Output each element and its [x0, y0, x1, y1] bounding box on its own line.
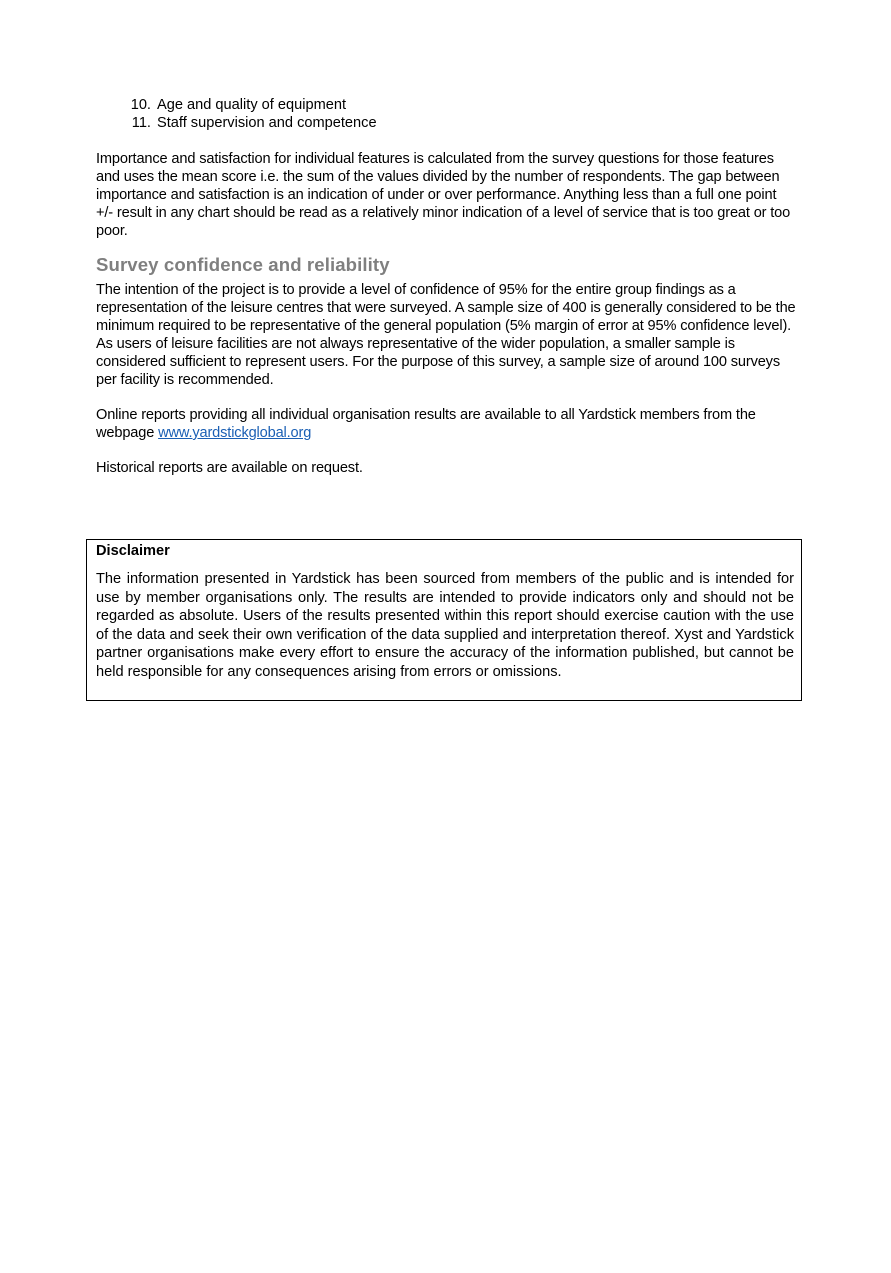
list-item [96, 96, 796, 114]
disclaimer-body: The information presented in Yardstick has been sourced from members of the public and is intended for use by member organisations only. The results are intended to provide indicators only and should not be regarded as absolute. Users of the results presented within this report should exercise caution with the use of the data and seek their own verification of the data supplied and interpretation thereof. Xyst and Yardstick partner organisations make every effort to ensure the accuracy of the information published, but cannot be held responsible for any consequences arising from errors or omissions. [96, 571, 794, 680]
disclaimer-title: Disclaimer [96, 543, 170, 559]
list-item-text: Age and quality of equipment [157, 97, 347, 113]
yardstick-website-link[interactable]: www.yardstickglobal.org [158, 425, 312, 441]
list-item-number: 11. [131, 115, 151, 131]
disclaimer-box [86, 539, 802, 701]
online-reports-paragraph [96, 406, 796, 442]
list-item-number: 10. [130, 97, 151, 113]
list-item [96, 114, 796, 132]
section-heading: Survey confidence and reliability [96, 254, 390, 275]
confidence-paragraph: The intention of the project is to provide a level of confidence of 95% for the entire group findings as a representation of the leisure centres that were surveyed. A sample size of 400 is generally considered to be the minimum required to be representative of the general population (5% margin of error at 95% confidence level). As users of leisure facilities are not always representative of the wider population, a smaller sample is considered sufficient to represent users. For the purpose of this survey, a sample size of around 100 surveys per facility is recommended. [96, 282, 796, 388]
online-reports-text: Online reports providing all individual organisation results are available to all Yardstick members from the webpage [96, 407, 756, 441]
numbered-list [96, 96, 796, 132]
list-item-text: Staff supervision and competence [157, 115, 377, 131]
importance-paragraph: Importance and satisfaction for individual features is calculated from the survey questions for those features and uses the mean score i.e. the sum of the values divided by the number of respondents. The gap between importance and satisfaction is an indication of under or over performance. Anything less than a full one point +/- result in any chart should be read as a relatively minor indication of a level of service that is too great or too poor. [96, 151, 791, 239]
historical-reports-paragraph: Historical reports are available on request. [96, 460, 363, 476]
